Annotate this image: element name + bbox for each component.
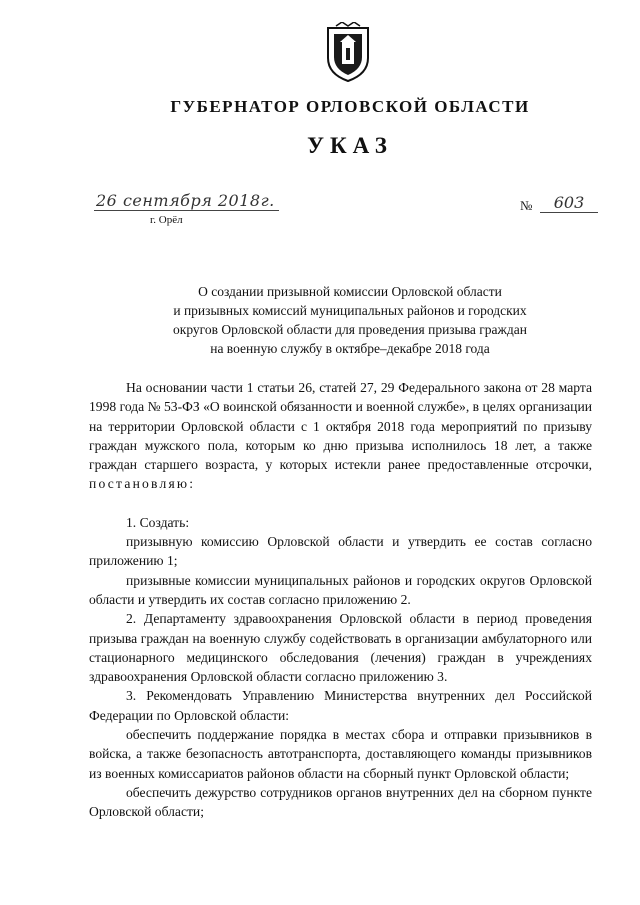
preamble-colon: : <box>189 476 194 492</box>
handwritten-number: 603 <box>540 193 598 213</box>
handwritten-date: 26 сентября 2018г. <box>94 191 279 211</box>
coat-of-arms-emblem <box>322 22 374 84</box>
subject-line: О создании призывной комиссии Орловской области <box>198 284 502 299</box>
subject-line: на военную службу в октябре–декабре 2018 года <box>210 341 490 356</box>
decree-word: постановляю <box>89 476 190 492</box>
decree-subject <box>0 282 640 358</box>
item-paragraph: призывную комиссию Орловской области и утвердить ее состав согласно приложению 1; <box>89 534 592 569</box>
preamble-text: На основании части 1 статьи 26, статей 27, 29 Федерального закона от 28 марта 1998 года № 53-ФЗ «О воинской обязанности и военной службе», в целях организации на территории Орловской области с 1 октября 2018 года мероприятий по призыву граждан мужского пола, которым ко дню призыва исполнилось 18 лет, а также граждан старшего возраста, у которых истекли ранее предоставленные отсрочки, <box>89 380 592 473</box>
item-paragraph: 3. Рекомендовать Управлению Министерства внутренних дел Российской Федерации по Орловской области: <box>89 688 592 723</box>
authority-title: ГУБЕРНАТОР ОРЛОВСКОЙ ОБЛАСТИ <box>170 97 530 116</box>
number-label: № <box>520 198 533 213</box>
decree-body <box>89 378 592 822</box>
city-label: г. Орёл <box>150 214 183 226</box>
item-paragraph: 2. Департаменту здравоохранения Орловской области в период проведения призыва граждан на военную службу содействовать в организации амбулаторного или стационарного медицинского обследования (лечения) граждан в учреждениях здравоохранения Орловской области согласно приложению 3. <box>89 611 592 685</box>
item-paragraph: 1. Создать: <box>126 514 190 530</box>
item-paragraph: обеспечить дежурство сотрудников органов внутренних дел на сборном пункте Орловской области; <box>89 784 592 820</box>
subject-line: и призывных комиссий муниципальных районов и городских <box>173 303 527 318</box>
item-paragraph: призывные комиссии муниципальных районов и городских округов Орловской области и утвердить их состав согласно приложению 2. <box>89 572 592 607</box>
item-paragraph: обеспечить поддержание порядка в местах сбора и отправки призывников в войска, а также безопасность автотранспорта, доставляющего команды призывников из военных комиссариатов районов области на сборный пункт Орловской области; <box>89 727 592 781</box>
preamble-paragraph <box>89 378 592 494</box>
document-type: УКАЗ <box>307 133 393 158</box>
subject-line: округов Орловской области для проведения призыва граждан <box>173 322 527 337</box>
